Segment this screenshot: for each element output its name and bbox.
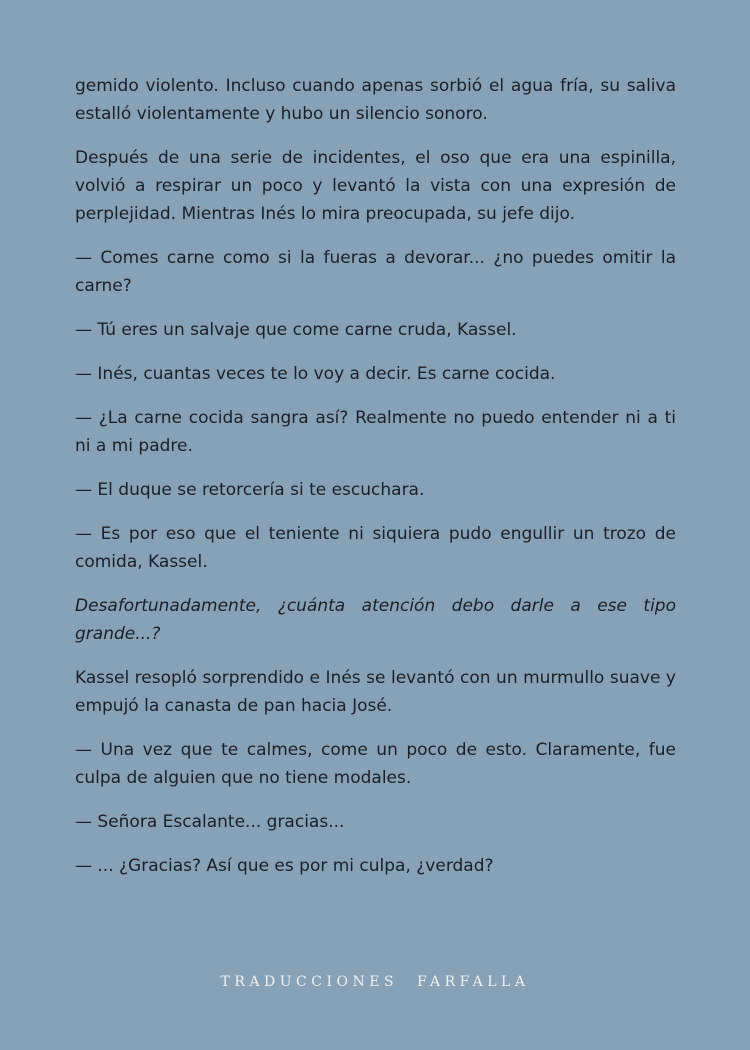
paragraph: Después de una serie de incidentes, el oso que era una espinilla, volvió a respirar un poco y levantó la vista con una expresión de perplejidad. Mientras Inés lo mira preocupada, su jefe dijo. — [75, 148, 676, 224]
dialogue-line: — Tú eres un salvaje que come carne cruda, Kassel. — [75, 320, 517, 340]
paragraph: Kassel resopló sorprendido e Inés se levantó con un murmullo suave y empujó la canasta de pan hacia José. — [75, 668, 676, 716]
inner-thought: Desafortunadamente, ¿cuánta atención debo darle a ese tipo grande...? — [75, 596, 676, 644]
page-body — [75, 72, 676, 896]
footer-credit: TRADUCCIONES FARFALLA — [220, 974, 530, 990]
paragraph: gemido violento. Incluso cuando apenas sorbió el agua fría, su saliva estalló violentamente y hubo un silencio sonoro. — [75, 76, 676, 124]
dialogue-line: — Es por eso que el teniente ni siquiera pudo engullir un trozo de comida, Kassel. — [75, 524, 676, 572]
dialogue-line: — Señora Escalante... gracias... — [75, 812, 345, 832]
dialogue-line: — ¿La carne cocida sangra así? Realmente no puedo entender ni a ti ni a mi padre. — [75, 408, 676, 456]
dialogue-line: — Comes carne como si la fueras a devorar... ¿no puedes omitir la carne? — [75, 248, 676, 296]
dialogue-line: — Inés, cuantas veces te lo voy a decir. Es carne cocida. — [75, 364, 556, 384]
dialogue-line: — ... ¿Gracias? Así que es por mi culpa, ¿verdad? — [75, 856, 494, 876]
dialogue-line: — Una vez que te calmes, come un poco de esto. Claramente, fue culpa de alguien que no tiene modales. — [75, 740, 676, 788]
dialogue-line: — El duque se retorcería si te escuchara. — [75, 480, 425, 500]
